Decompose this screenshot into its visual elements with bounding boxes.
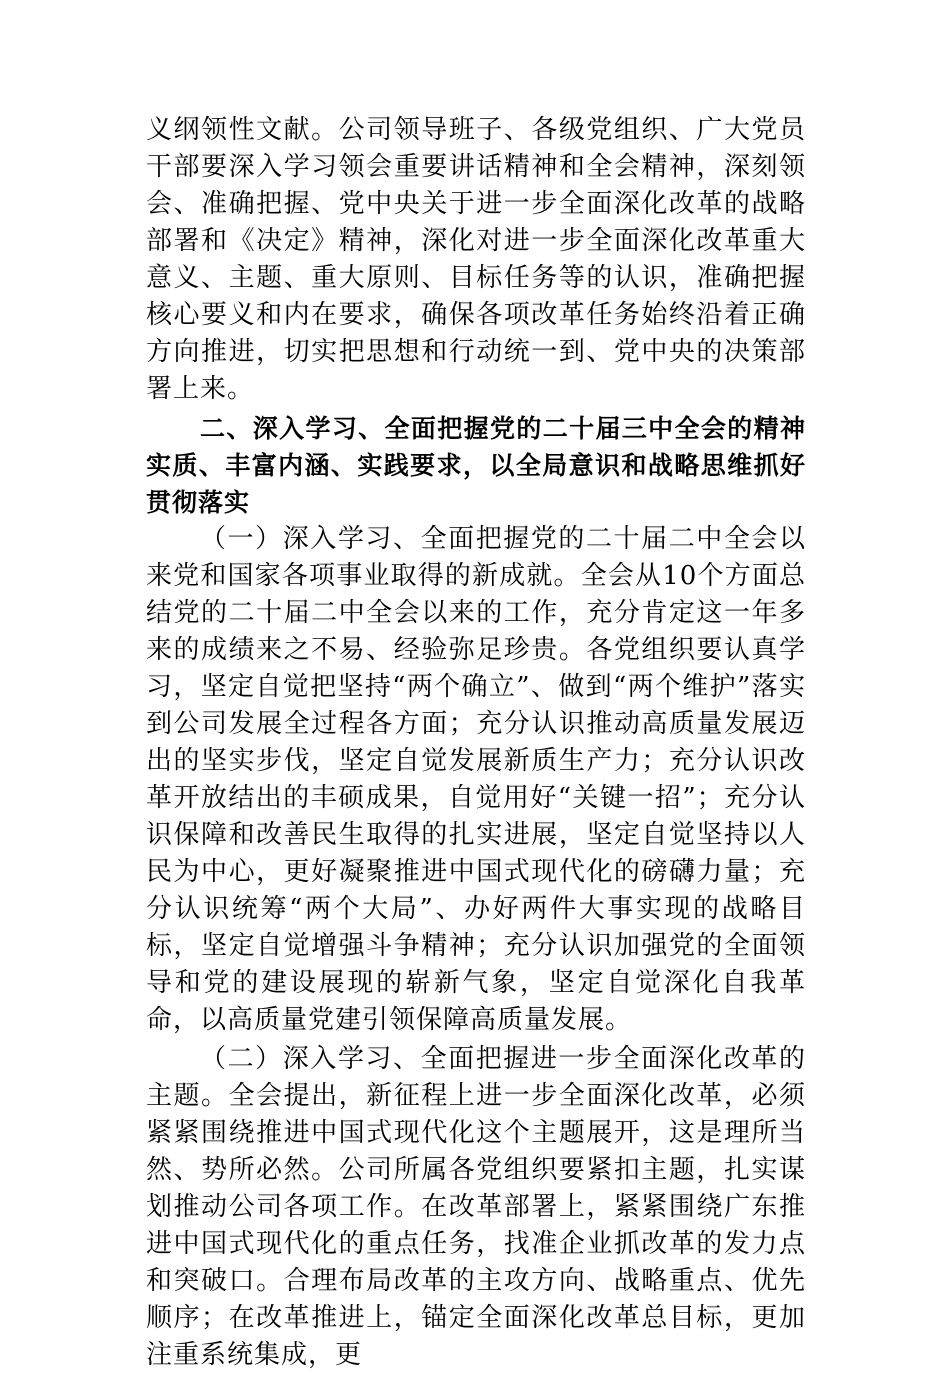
body-paragraph-1: （一）深入学习、全面把握党的二十届二中全会以来党和国家各项事业取得的新成就。全会从10个方面总结党的二十届二中全会以来的工作，充分肯定这一年多来的成绩来之不易、经验弥足珍贵。各党组织要认真学习，坚定自觉把坚持“两个确立”、做到“两个维护”落实到公司发展全过程各方面；充分认识推动高质量发展迈出的坚实步伐，坚定自觉发展新质生产力；充分认识改革开放结出的丰硕成果，自觉用好“关键一招”；充分认识保障和改善民生取得的扎实进展，坚定自觉坚持以人民为中心，更好凝聚推进中国式现代化的磅礴力量；充分认识统筹“两个大局”、办好两件大事实现的战略目标，坚定自觉增强斗争精神；充分认识加强党的全面领导和党的建设展现的崭新气象，坚定自觉深化自我革命，以高质量党建引领保障高质量发展。 [146,524,806,1035]
document-page [146,112,806,1374]
body-paragraph-continued: 义纲领性文献。公司领导班子、各级党组织、广大党员干部要深入学习领会重要讲话精神和全会精神，深刻领会、准确把握、党中央关于进一步全面深化改革的战略部署和《决定》精神，深化对进一步全面深化改革重大意义、主题、重大原则、目标任务等的认识，准确把握核心要义和内在要求，确保各项改革任务始终沿着正确方向推进，切实把思想和行动统一到、党中央的决策部署上来。 [146,115,806,404]
body-paragraph-2: （二）深入学习、全面把握进一步全面深化改革的主题。全会提出，新征程上进一步全面深化改革，必须紧紧围绕推进中国式现代化这个主题展开，这是理所当然、势所必然。公司所属各党组织要紧扣主题，扎实谋划推动公司各项工作。在改革部署上，紧紧围绕广东推进中国式现代化的重点任务，找准企业抓改革的发力点和突破口。合理布局改革的主攻方向、战略重点、优先顺序；在改革推进上，锚定全面深化改革总目标，更加注重系统集成，更 [146,1044,806,1370]
section-heading: 二、深入学习、全面把握党的二十届三中全会的精神实质、丰富内涵、实践要求，以全局意识和战略思维抓好贯彻落实 [146,414,806,517]
